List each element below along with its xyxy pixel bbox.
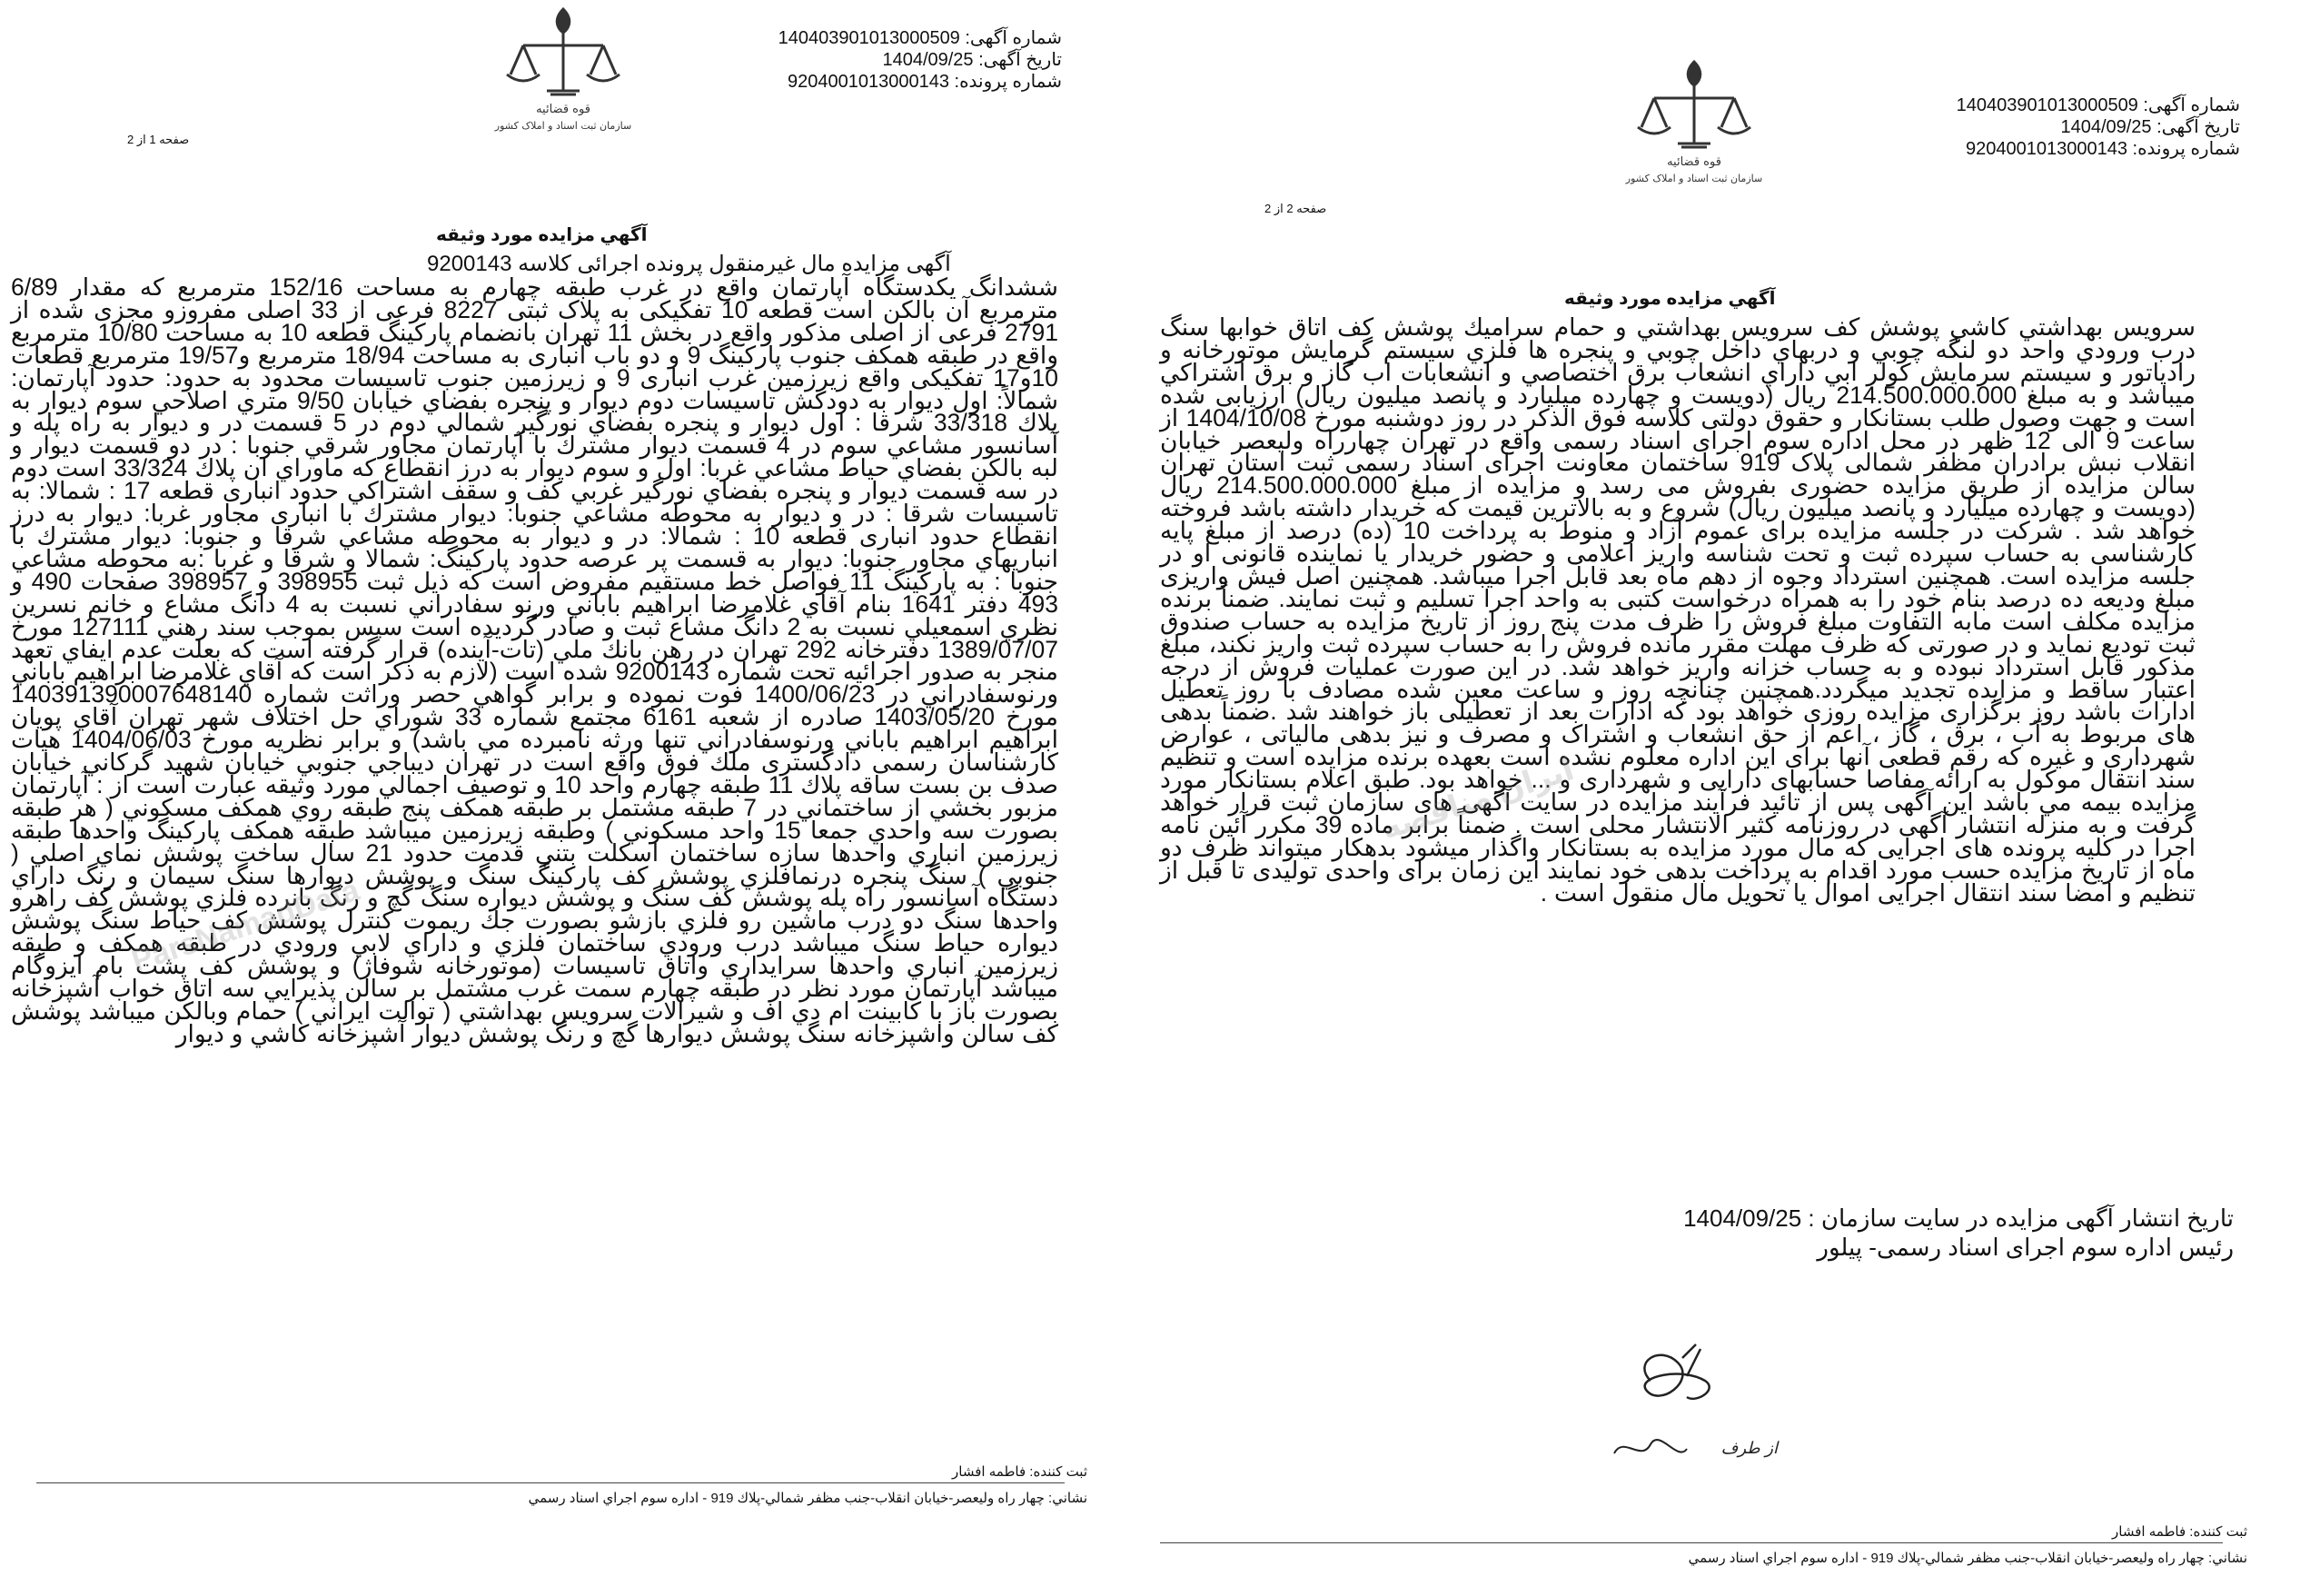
signature-icon (1596, 1326, 1796, 1481)
ad-date: تاریخ آگهی: 1404/09/25 (2060, 117, 2240, 137)
notice-title: آگهي مزايده مورد وثيقه (1564, 289, 1776, 309)
case-number: شماره پرونده: 9204001013000143 (1966, 139, 2240, 159)
footer-divider (36, 1482, 1065, 1483)
case-number: شماره پرونده: 9204001013000143 (788, 72, 1062, 92)
office-head-line: رئيس اداره سوم اجرای اسناد رسمی- پيلور (1817, 1234, 2234, 1261)
office-address: نشاني: چهار راه وليعصر-خيابان انقلاب-جنب مظفر شمالي-پلاك 919 - اداره سوم اجراي اسناد رسمي (528, 1491, 1087, 1506)
ad-date: تاریخ آگهی: 1404/09/25 (882, 50, 1062, 70)
registrar: ثبت كننده: فاطمه افشار (952, 1464, 1087, 1480)
emblem-caption-1: قوه قضائیه (1667, 155, 1721, 169)
publish-date-line: تاریخ انتشار آگهی مزایده در سایت سازمان : 1404/09/25 (1683, 1204, 2234, 1232)
ad-number: شماره آگهی: 140403901013000509 (1956, 95, 2240, 115)
notice-subtitle: آگهی مزایده مال غیرمنقول پرونده اجرائی کلاسه 9200143 (427, 252, 951, 276)
judiciary-emblem (491, 0, 636, 136)
scales-of-justice-icon (1621, 53, 1767, 189)
page-label: صفحه 1 از 2 (127, 133, 190, 146)
signature-label: از طرف (1720, 1439, 1778, 1458)
notice-body: سرويس بهداشتي كاشي پوشش كف سرويس بهداشتي و حمام سراميك پوشش كف اتاق خوابها سنگ درب ورودي واحد دو لنگه چوبي و دربهاي داخل چوبي و پنجره ها فلزي سيستم گرمايش موتورخانه و رادياتور و سيستم سرمايش كولر ابي داراي انشعاب برق اختصاصي و انشعابات اب گاز و برق اشتراكي ميباشد و به مبلغ 214.500.000.000 ريال (دويست و چهارده ميليارد و پانصد ميليون ريال) ارزيابی شده است و جهت وصول طلب بستانكار و حقوق دولتی كلاسه فوق الذكر در روز دوشنبه مورخ 1404/10/08 از ساعت 9 الی 12 ظهر در محل اداره سوم اجرای اسناد رسمی واقع در تهران چهارراه وليعصر خيابان انقلاب نبش برادران مظفر شمالی پلاک 919 ساختمان معاونت اجرای اسناد رسمی ثبت استان تهران سالن مزايده از طريق مزايده حضوری بفروش می رسد و مزايده از مبلغ 214.500.000.000 ريال (دويست و چهارده ميليارد و پانصد ميليون ريال) شروع و به بالاترين قيمت كه خريدار داشته باشد فروخته خواهد شد . شركت در جلسه مزايده برای عموم آزاد و منوط به پرداخت 10 (ده) درصد از مبلغ پايه كارشناسی به حساب سپرده ثبت و تحت شناسه واريز اعلامی و حضور خريدار يا نماينده قانونی او در جلسه مزايده است. همچنين استرداد وجوه از دهم ماه بعد قابل اجرا ميباشد. همچنين اصل فيش واريزی مبلغ وديعه ده درصد بنام خود را به همراه درخواست كتبی به واحد اجرا تسليم و ثبت نمايند. ضمناً برنده مزايده مكلف است مابه التفاوت مبلغ فروش را ظرف مدت پنج روز از تاريخ مزايده به حساب صندوق ثبت توديع نمايد و در صورتی كه ظرف مهلت مقرر مانده فروش را به حساب سپرده ثبت واريز نكند، مبلغ مذكور قابل استرداد نبوده و به حساب خزانه واريز خواهد شد. در اين صورت عمليات فروش از درجه اعتبار ساقط و مزايده تجديد ميگردد.همچنين چنانچه روز و ساعت معين شده مصادف با روز تعطيل ادارات باشد روز برگزاری مزايده روزی خواهد بود كه ادارات بعد از تعطيلی باز خواهند شد .ضمناً بدهی های مربوط به آب ، برق ، گاز ، اعم از حق انشعاب و اشتراک و مصرف و نيز بدهی مالياتی ، عوارض شهرداری و غيره كه رقم قطعی آنها برای اين اداره معلوم نشده است بعهده برنده مزايده است و تنظيم سند انتقال موكول به ارائه مفاصا حسابهای دارايی و شهرداری و ... خواهد بود. طبق اعلام بستانكار مورد مزايده بيمه مي باشد اين آگهی پس از تائيد فرآيند مزايده در سايت آگهی های سازمان ثبت قرار خواهد گرفت و به منزله انتشار آگهی در روزنامه كثير الانتشار محلی است . ضمناً برابر ماده 39 مكرر آئين نامه اجرا در كليه پرونده های اجرايی كه مال مورد مزايده به بستانكار واگذار ميشود بدهكار ميتواند ظرف دو ماه از تاريخ مزايده حسب مورد اقدام به پرداخت بدهی خود نمايند اين زمان برای واحدی توليدی تا قبل از تنظيم و امضا سند انتقال اجرايی اموال يا تحويل مال منقول است . (1160, 313, 2196, 907)
notice-body: ششدانگ يكدستگاه آپارتمان واقع در غرب طبقه چهارم به مساحت 152/16 مترمربع كه مقدار 6/89 مترمربع آن بالكن است قطعه 10 تفكيكى به پلاک ثبتی 8227 فرعی از 33 اصلی مفروزو مجزی شده از 2791 فرعی از اصلی مذكور واقع در بخش 11 تهران بانضمام پاركينگ قطعه 10 به مساحت 10/80 مترمربع واقع در طبقه همكف جنوب پاركينگ 9 و دو باب انباری به مساحت 18/94 مترمربع و19/57 مترمربع قطعات 10و17 تفكيكى واقع زيرزمين غرب انبارى 9 و زيرزمين جنوب تاسيسات محدود به حدود: حدود آپارتمان: شمالاً: اول ديوار به دودكش تاسيسات دوم ديوار و پنجره بفضاي خيابان 9/50 متري اصلاحي سوم ديوار به پلاك 33/318 شرقا : اول ديوار و پنجره بفضاي نورگير شمالي دوم در 5 قسمت در و ديوار به راه پله و آسانسور مشاعي سوم در 4 قسمت ديوار مشترك با آپارتمان مجاور شرقي جنوبا : در دو قسمت ديوار و لبه بالكن بفضاي حياط مشاعي غربا: اول و سوم ديوار به درز انقطاع كه ماوراي ان پلاك 33/324 است دوم در سه قسمت ديوار و پنجره بفضاي نورگير غربي كف و سقف اشتراكي حدود انباری قطعه 17 : شمالا: به تاسيسات شرقا : در و ديوار به محوطه مشاعي جنوبا: ديوار مشترك با انباری مجاور غربا: ديوار به درز انقطاع حدود انباری قطعه 10 : شمالا: در و ديوار به محوطه مشاعي شرقا و جنوبا: ديوار مشترك با انباريهاي مجاور جنوبا: ديوار به قسمت پر عرصه حدود پاركينگ: شمالا و شرقا و غربا :به محوطه مشاعي جنوبا : به پاركينگ 11 فواصل خط مستقيم مفروض است كه ذيل ثبت 398955 و 398957 صفحات 490 و 493 دفتر 1641 بنام آقاي غلامرضا ابراهيم باباني ورنو سفادراني نسبت به 4 دانگ مشاع و خانم نسرين نظري اسمعيلي نسبت به 2 دانگ مشاع ثبت و صادر گرديده است سپس بموجب سند رهني 127111 مورخ 1389/07/07 دفترخانه 292 تهران در رهن بانك ملي (تات-آينده) قرار گرفته است كه بعلت عدم ايفاي تعهد منجر به صدور اجرائيه تحت شماره 9200143 شده است (لازم به ذكر است كه آقاي غلامرضا ابراهيم باباني ورنوسفادراني در 1400/06/23 فوت نموده و برابر گواهي حصر وراثت شماره 14039139000764814‌0 مورخ 1403/05/20 صادره از شعبه 6161 مجتمع شماره 33 شوراي حل اختلاف شهر تهران آقاي پويان ابراهيم ابراهيم باباني ورنوسفادراني تنها ورثه نامبرده مي باشد) و برابر نظريه مورخ 1404/06/03 هيات كارشناسان رسمی دادگستری ملك فوق واقع است در تهران ديباجي جنوبي خيابان شهيد گركاني خيابان صدف بن بست ساقه پلاك 11 طبقه چهارم واحد 10 و توصيف اجمالي مورد وثيقه عبارت است از : آپارتمان مزبور بخشي از ساختماني در 7 طبقه مشتمل بر طبقه همكف پنج طبقه روي همكف مسكوني ( هر طبقه بصورت سه واحدي جمعا 15 واحد مسكوني ) وطبقه زيرزمين ميباشد طبقه همكف پاركينگ واحدها طبقه زيرزمين انباري واحدها سازه ساختمان اسكلت بتني قدمت حدود 21 سال ساخت پوشش نماي اصلي ( جنوبي ) سنگ پنجره درنمافلزي پوشش كف پاركينگ سنگ و پوشش ديوارها سنگ سيمان و رنگ داراي دستگاه آسانسور راه پله پوشش كف سنگ و پوشش ديواره سنگ گچ و رنگ بانرده فلزي پوشش كف راهرو واحدها سنگ دو درب ماشين رو فلزي بازشو بصورت جك ريموت كنترل پوشش كف حياط سنگ پوشش ديواره حياط سنگ ميباشد درب ورودي ساختمان فلزي و داراي لابي ورودي در طبقه همكف و طبقه زيرزمين انباري واحدها سرايداري واتاق تاسيسات (موتورخانه شوفاژ) و پوشش كف پشت بام ايزوگام ميباشد آپارتمان مورد نظر در طبقه چهارم سمت غرب مشتمل بر سالن پذيرايي سه اتاق خواب آشپزخانه بصورت باز با كابينت ام دي اف و شيرالات سرويس بهداشتي ( توالت ايراني ) حمام وبالكن ميباشد پوشش كف سالن واشپزخانه سنگ پوشش ديوارها گچ و رنگ پوشش ديوار آشپزخانه كاشي و ديوار (11, 273, 1059, 1047)
scales-of-justice-icon (491, 0, 636, 136)
emblem-caption-2: سازمان ثبت اسناد و املاک کشور (494, 120, 632, 132)
emblem-caption-1: قوه قضائیه (536, 103, 590, 116)
emblem-caption-2: سازمان ثبت اسناد و املاک کشور (1625, 173, 1763, 184)
notice-title: آگهي مزايده مورد وثيقه (436, 225, 648, 245)
watermark: ParsNamadData (127, 872, 364, 979)
ad-meta (1957, 94, 2240, 160)
page-label: صفحه 2 از 2 (1264, 202, 1327, 215)
watermark: ایران مناقصه (1377, 751, 1579, 848)
page-2 (1160, 0, 2320, 1596)
ad-number: شماره آگهی: 140403901013000509 (778, 28, 1062, 48)
judiciary-emblem (1621, 53, 1767, 189)
registrar: ثبت كننده: فاطمه افشار (2112, 1524, 2247, 1540)
footer-divider (1160, 1542, 2223, 1543)
office-address: نشاني: چهار راه وليعصر-خيابان انقلاب-جنب مظفر شمالي-پلاك 919 - اداره سوم اجراي اسناد رسمي (1688, 1551, 2247, 1566)
ad-meta (778, 27, 1062, 93)
signature (1596, 1326, 1796, 1481)
